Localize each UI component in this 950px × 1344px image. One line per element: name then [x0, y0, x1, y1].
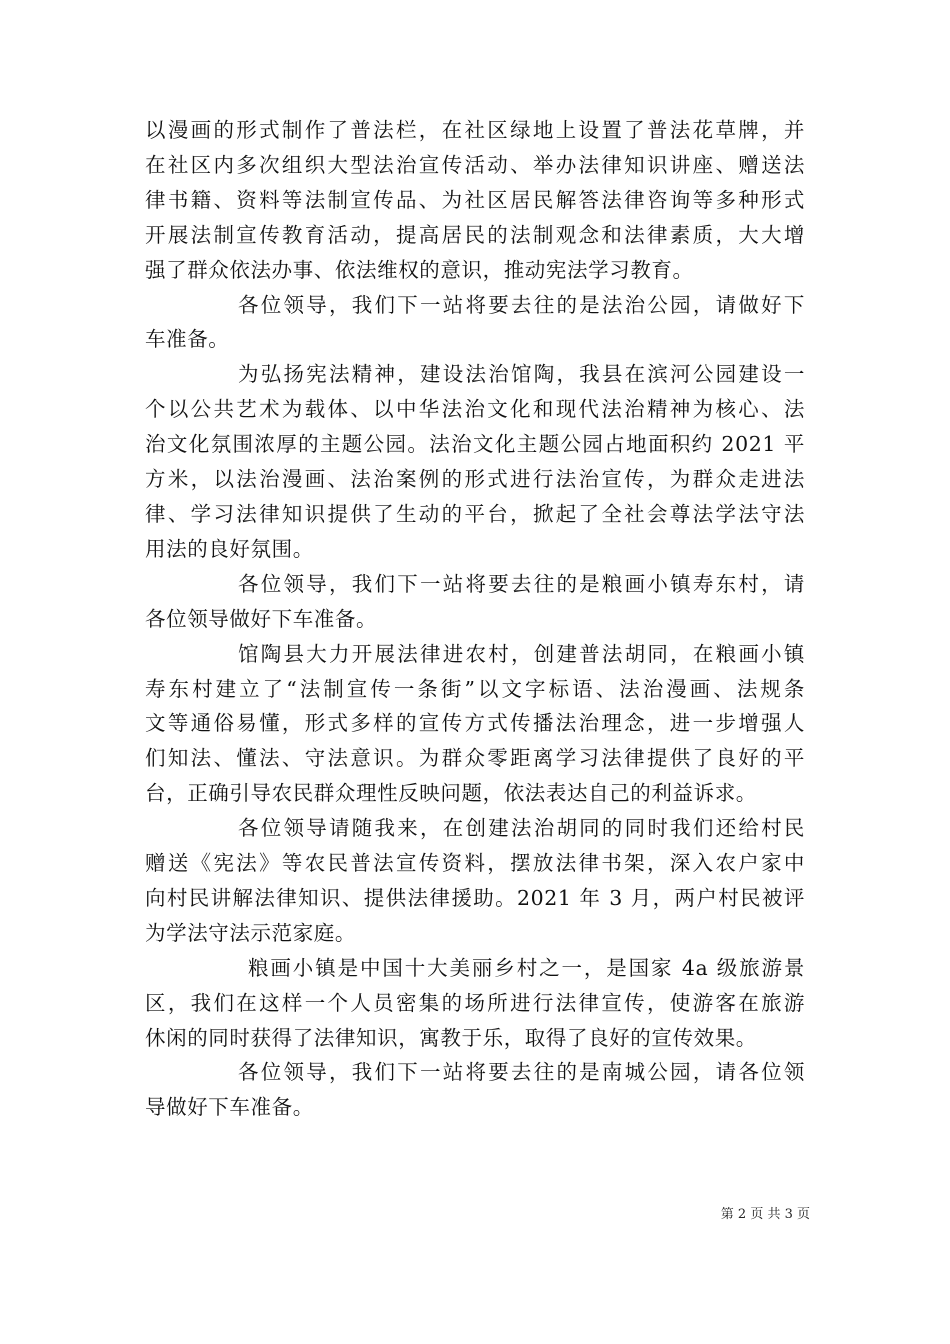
text-line: 各位领导，我们下一站将要去往的是法治公园，请做好下 — [238, 292, 805, 317]
text-line: 寿东村建立了“法制宣传一条街”以文字标语、法治漫画、法规条 — [145, 676, 805, 701]
text-line: 休闲的同时获得了法律知识，寓教于乐，取得了良好的宣传效果。 — [145, 1025, 757, 1050]
text-line: 在社区内多次组织大型法治宣传活动、举办法律知识讲座、赠送法 — [145, 152, 805, 177]
paragraph-law-park — [145, 357, 805, 566]
text-line: 各位领导做好下车准备。 — [145, 606, 378, 631]
paragraph-law-into-villages — [145, 637, 805, 812]
paragraph-community-publicity — [145, 113, 805, 288]
text-line: 导做好下车准备。 — [145, 1095, 314, 1120]
text-line: 区，我们在这样一个人员密集的场所进行法律宣传，使游客在旅游 — [145, 990, 805, 1015]
text-line: 车准备。 — [145, 327, 230, 352]
text-line: 各位领导请随我来，在创建法治胡同的同时我们还给村民 — [238, 816, 805, 841]
paragraph-constitution-materials — [145, 811, 805, 951]
page-number: 第 2 页 共 3 页 — [720, 1207, 810, 1222]
text-line: 用法的良好氛围。 — [145, 536, 314, 561]
text-line: 强了群众依法办事、依法维权的意识，推动宪法学习教育。 — [145, 257, 694, 282]
text-line: 律书籍、资料等法制宣传品、为社区居民解答法律咨询等多种形式 — [145, 187, 805, 212]
text-line: 为弘扬宪法精神，建设法治馆陶，我县在滨河公园建设一 — [238, 362, 805, 387]
text-line: 赠送《宪法》等农民普法宣传资料，摆放法律书架，深入农户家中 — [145, 851, 805, 876]
paragraph-grain-painting-town — [145, 951, 805, 1056]
paragraph-next-stop-shoudong-village — [145, 567, 805, 637]
document-body — [145, 113, 805, 1125]
text-line: 文等通俗易懂，形式多样的宣传方式传播法治理念，进一步增强人 — [145, 711, 805, 736]
text-line: 治文化氛围浓厚的主题公园。法治文化主题公园占地面积约 2021 平 — [145, 432, 805, 457]
text-line: 各位领导，我们下一站将要去往的是南城公园，请各位领 — [238, 1060, 805, 1085]
paragraph-next-stop-law-park — [145, 288, 805, 358]
text-line: 们知法、懂法、守法意识。为群众零距离学习法律提供了良好的平 — [145, 746, 805, 771]
text-line: 各位领导，我们下一站将要去往的是粮画小镇寿东村，请 — [238, 571, 805, 596]
text-line: 粮画小镇是中国十大美丽乡村之一，是国家 4a 级旅游景 — [248, 955, 805, 980]
text-line: 个以公共艺术为载体、以中华法治文化和现代法治精神为核心、法 — [145, 397, 805, 422]
paragraph-next-stop-nancheng-park — [145, 1055, 805, 1125]
text-line: 以漫画的形式制作了普法栏，在社区绿地上设置了普法花草牌，并 — [145, 118, 805, 142]
text-line: 台，正确引导农民群众理性反映问题，依法表达自己的利益诉求。 — [145, 781, 757, 806]
text-line: 馆陶县大力开展法律进农村，创建普法胡同，在粮画小镇 — [238, 641, 805, 666]
text-line: 方米，以法治漫画、法治案例的形式进行法治宣传，为群众走进法 — [145, 467, 805, 492]
text-line: 向村民讲解法律知识、提供法律援助。2021 年 3 月，两户村民被评 — [145, 885, 805, 910]
text-line: 为学法守法示范家庭。 — [145, 920, 356, 945]
text-line: 开展法制宣传教育活动，提高居民的法制观念和法律素质，大大增 — [145, 222, 805, 247]
text-line: 律、学习法律知识提供了生动的平台，掀起了全社会尊法学法守法 — [145, 501, 805, 526]
